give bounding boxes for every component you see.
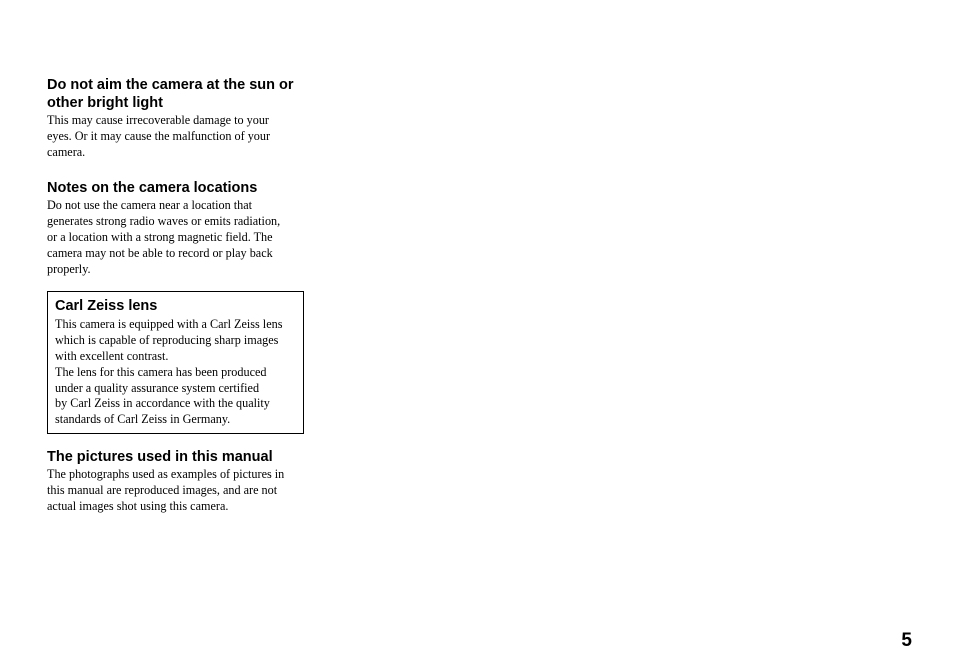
heading-line: other bright light	[47, 95, 163, 111]
body-line: eyes. Or it may cause the malfunction of your	[47, 128, 271, 143]
section-heading	[47, 448, 309, 466]
body-line: which is capable of reproducing sharp images	[55, 333, 279, 348]
heading-line: The pictures used in this manual	[47, 448, 273, 465]
body-line: with excellent contrast.	[55, 348, 169, 363]
section-body	[47, 113, 309, 160]
section-heading	[47, 76, 309, 112]
section-heading	[55, 297, 296, 315]
section-camera-locations	[47, 179, 309, 277]
body-line: under a quality assurance system certified	[55, 380, 260, 395]
body-line: The lens for this camera has been produced	[55, 364, 267, 379]
section-heading	[47, 179, 309, 197]
heading-line: Do not aim the camera at the sun or	[47, 77, 294, 93]
body-line: by Carl Zeiss in accordance with the quality	[55, 396, 270, 411]
section-body	[55, 317, 296, 428]
page-number: 5	[901, 630, 912, 651]
body-line: standards of Carl Zeiss in Germany.	[55, 412, 231, 427]
heading-line: Carl Zeiss lens	[55, 298, 158, 315]
body-line: generates strong radio waves or emits radiation,	[47, 214, 281, 229]
section-sun-warning	[47, 76, 309, 160]
body-line: Do not use the camera near a location that	[47, 198, 253, 213]
carl-zeiss-box	[47, 291, 304, 434]
body-line: this manual are reproduced images, and are not	[47, 482, 278, 497]
body-line: properly.	[47, 261, 91, 276]
body-line: This camera is equipped with a Carl Zeiss lens	[55, 317, 283, 332]
body-line: camera.	[47, 144, 86, 159]
heading-line: Notes on the camera locations	[47, 180, 258, 197]
section-pictures-used	[47, 448, 309, 514]
body-line: The photographs used as examples of pictures in	[47, 466, 285, 481]
main-column	[47, 76, 309, 514]
body-line: camera may not be able to record or play back	[47, 245, 273, 260]
section-body	[47, 198, 309, 277]
body-line: This may cause irrecoverable damage to your	[47, 113, 269, 127]
section-body	[47, 467, 309, 514]
body-line: actual images shot using this camera.	[47, 498, 229, 513]
body-line: or a location with a strong magnetic field. The	[47, 229, 273, 244]
